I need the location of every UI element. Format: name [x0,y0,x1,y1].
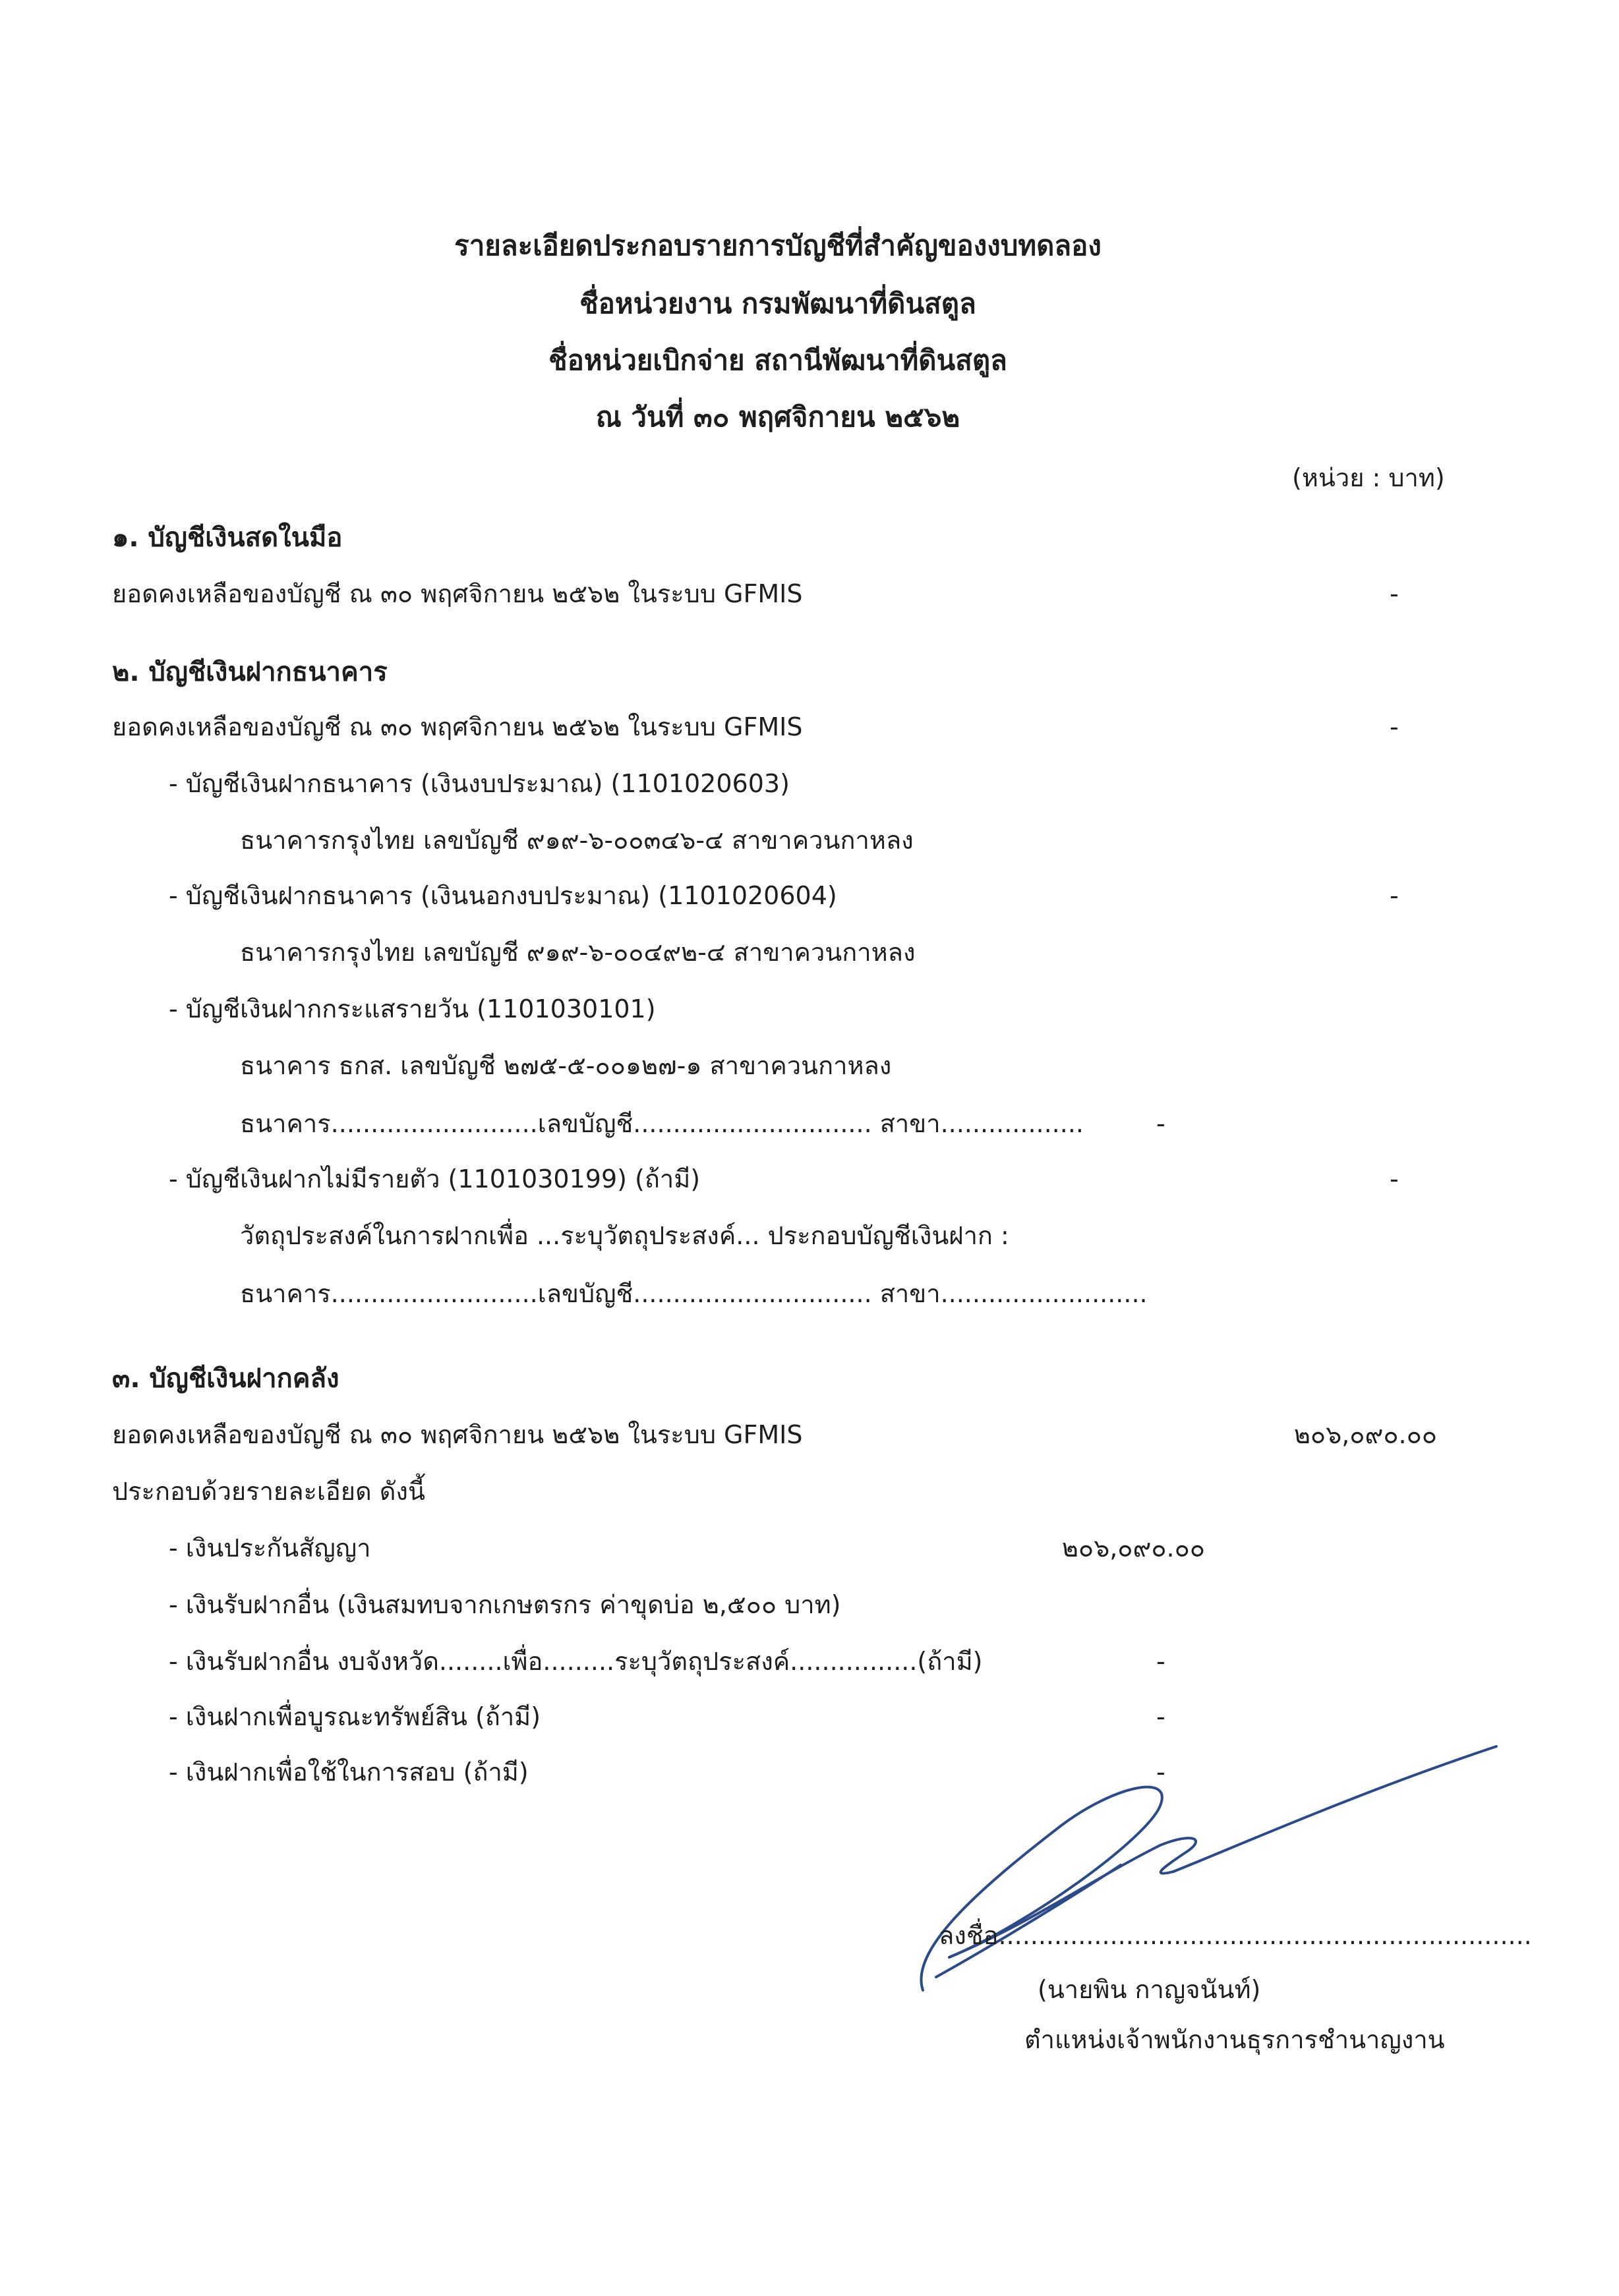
signer-name: (นายพิน กาญจนันท์) [1038,1975,1261,2004]
section2-heading: ๒. บัญชีเงินฝากธนาคาร [112,657,388,687]
section3-item-label: - เงินรับฝากอื่น (เงินสมทบจากเกษตรกร ค่าขุดบ่อ ๒,๕๐๐ บาท) [169,1590,841,1619]
section2-item3-detail: ธนาคาร ธกส. เลขบัญชี ๒๗๕-๕-๐๐๑๒๗-๑ สาขาควนกาหลง [240,1051,892,1080]
section2-balance-value: - [1390,712,1399,741]
agency-name: ชื่อหน่วยงาน กรมพัฒนาที่ดินสตูล [579,287,976,320]
section2-balance-label: ยอดคงเหลือของบัญชี ณ ๓๐ พฤศจิกายน ๒๕๖๒ ในระบบ GFMIS [112,712,803,741]
section1-balance-label: ยอดคงเหลือของบัญชี ณ ๓๐ พฤศจิกายน ๒๕๖๒ ในระบบ GFMIS [112,579,803,608]
signature-line: ลงชื่อ................................................................... [939,1921,1532,1950]
section2-item4-blank: ธนาคาร..........................เลขบัญชี.............................. สาขา.......................... [240,1279,1148,1308]
signer-position: ตำแหน่งเจ้าพนักงานธุรการชำนาญงาน [1024,2025,1445,2054]
section3-heading: ๓. บัญชีเงินฝากคลัง [112,1363,339,1394]
section3-item-value: - [1156,1758,1165,1787]
section3-item-label: - เงินฝากเพื่อใช้ในการสอบ (ถ้ามี) [169,1758,529,1787]
section1-heading: ๑. บัญชีเงินสดในมือ [112,523,343,553]
section3-item-value: - [1156,1647,1165,1676]
section2-item3-blank-value: - [1156,1109,1165,1138]
section2-item2-value: - [1390,881,1399,910]
section2-item4-value: - [1390,1164,1399,1193]
handwritten-signature [897,1727,1529,2003]
section3-item-label: - เงินรับฝากอื่น งบจังหวัด........เพื่อ.........ระบุวัตถุประสงค์................(ถ้ามี) [169,1647,983,1676]
section2-item2: - บัญชีเงินฝากธนาคาร (เงินนอกงบประมาณ) (1101020604) [169,881,837,910]
unit-label: (หน่วย : บาท) [1292,463,1445,492]
section2-item4: - บัญชีเงินฝากไม่มีรายตัว (1101030199) (ถ้ามี) [169,1164,701,1193]
section2-item4-purpose: วัตถุประสงค์ในการฝากเพื่อ ...ระบุวัตถุประสงค์... ประกอบบัญชีเงินฝาก : [240,1221,1009,1250]
section3-item-label: - เงินฝากเพื่อบูรณะทรัพย์สิน (ถ้ามี) [169,1702,541,1731]
section2-item1-detail: ธนาคารกรุงไทย เลขบัญชี ๙๑๙-๖-๐๐๓๔๖-๔ สาขาควนกาหลง [240,826,914,855]
disbursing-unit: ชื่อหน่วยเบิกจ่าย สถานีพัฒนาที่ดินสตูล [548,344,1007,376]
section3-item-value: - [1156,1702,1165,1731]
section3-balance-label: ยอดคงเหลือของบัญชี ณ ๓๐ พฤศจิกายน ๒๕๖๒ ในระบบ GFMIS [112,1420,803,1449]
section2-item1: - บัญชีเงินฝากธนาคาร (เงินงบประมาณ) (1101020603) [169,769,790,798]
section3-balance-value: ๒๐๖,๐๙๐.๐๐ [1293,1420,1437,1449]
section2-item3-blank: ธนาคาร..........................เลขบัญชี.............................. สาขา.................. [240,1109,1084,1138]
document-title: รายละเอียดประกอบรายการบัญชีที่สำคัญของงบทดลอง [454,229,1102,262]
section2-item3: - บัญชีเงินฝากกระแสรายวัน (1101030101) [169,994,656,1023]
section3-detail-intro: ประกอบด้วยรายละเอียด ดังนี้ [112,1477,425,1506]
section3-item-label: - เงินประกันสัญญา [169,1534,371,1563]
section1-balance-value: - [1390,579,1399,608]
section3-item-value: ๒๐๖,๐๙๐.๐๐ [1061,1534,1205,1563]
section2-item2-detail: ธนาคารกรุงไทย เลขบัญชี ๙๑๙-๖-๐๐๔๙๒-๔ สาขาควนกาหลง [240,938,916,967]
as-of-date: ณ วันที่ ๓๐ พฤศจิกายน ๒๕๖๒ [595,401,960,433]
